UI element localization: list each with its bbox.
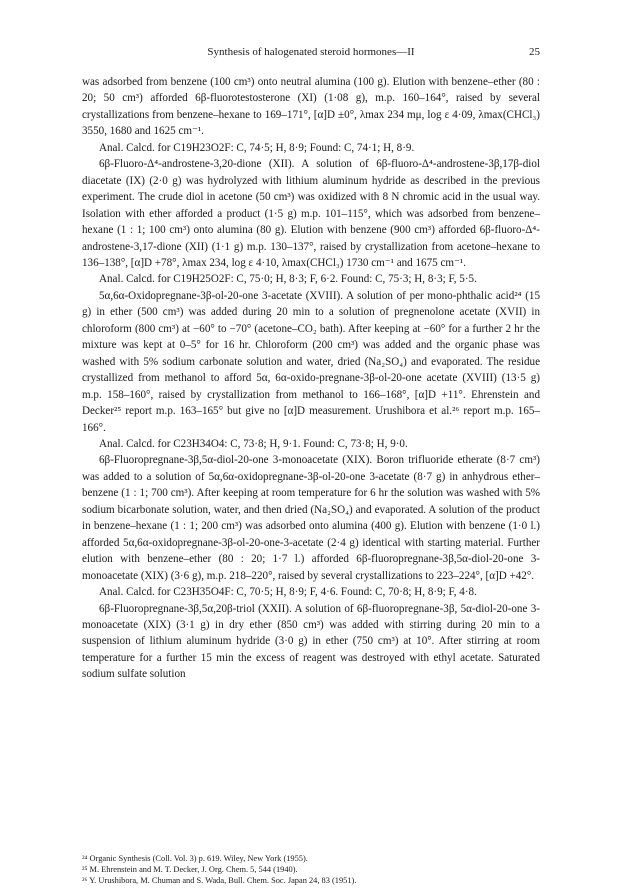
- footnote: ²⁶ Y. Urushibora, M. Chuman and S. Wada, Bull. Chem. Soc. Japan 24, 83 (1951).: [82, 876, 357, 886]
- footnotes: [82, 853, 540, 887]
- analysis-line: Anal. Calcd. for C19H25O2F: C, 75·0; H, 8·3; F, 6·2. Found: C, 75·3; H, 8·3; F, 5·5.: [99, 273, 477, 286]
- paragraph-oxidopregnane: 5α,6α-Oxidopregnane-3β-ol-20-one 3-acetate (XVIII). A solution of per mono-phthalic acid²⁴ (15 g) in ether (500 cm³) was added during 20 min to a solution of pregnenolone acetate (XVII) in chloroform (800 cm³) at −60° to −70° (acetone–CO₂ bath). After keeping at −60° for a further 2 hr the mixture was kept at 0–5° for 16 hr. Chloroform (200 cm³) was added and the organic phase was washed with 5% sodium carbonate solution and water, dried (Na₂SO₄) and evaporated. The residue crystallized from methanol to afford 5α, 6α-oxido-pregnane-3β-ol-20-one acetate (XVIII) (13·5 g) m.p. 158–160°, raised by crystallization from methanol to 166–168°, [α]D +11°. Ehrenstein and Decker²⁵ report m.p. 163–165° but give no [α]D measurement. Urushibora et al.²⁶ report m.p. 165–166°.: [82, 289, 540, 434]
- paragraph-continuation: was adsorbed from benzene (100 cm³) onto neutral alumina (100 g). Elution with benzene–ether (80 : 20; 50 cm³) afforded 6β-fluorotestosterone (XI) (1·08 g), m.p. 160–164°, raised by several crystallizations from benzene–hexane to 169–171°, [α]D ±0°, λmax 234 mμ, log ε 4·09, λmax(CHCl₃) 3550, 1680 and 1625 cm⁻¹.: [82, 76, 540, 138]
- running-header: [82, 44, 540, 60]
- footnote: ²⁴ Organic Synthesis (Coll. Vol. 3) p. 619. Wiley, New York (1955).: [82, 854, 308, 863]
- paragraph-fluoropregnane-monoacetate: 6β-Fluoropregnane-3β,5α-diol-20-one 3-monoacetate (XIX). Boron trifluoride etherate (8·7 cm³) was added to a solution of 5α,6α-oxidopregnane-3β-ol-20-one 3-acetate (8·7 g) in anhydrous ether–benzene (1 : 1; 700 cm³). After keeping at room temperature for 6 hr the solution was washed with 5% sodium bicarbonate solution, water, and then dried (Na₂SO₄) and evaporated. A solution of the product in benzene–hexane (1 : 1; 200 cm³) was adsorbed onto alumina (400 g). Elution with benzene (1·0 l.) afforded 5α,6α-oxidopregnane-3β-ol-20-one-3-acetate (2·4 g) identical with starting material. Further elution with benzene–ether (80 : 20; 1·7 l.) afforded 6β-fluoropregnane-3β,5α-diol-20-one 3-monoacetate (XIX) (3·6 g), m.p. 218–220°, raised by several crystallizations to 223–224°, [α]D +42°.: [82, 454, 540, 582]
- analysis-line: Anal. Calcd. for C23H34O4: C, 73·8; H, 9·1. Found: C, 73·8; H, 9·0.: [99, 437, 408, 450]
- page-number: 25: [529, 46, 540, 58]
- analysis-line: Anal. Calcd. for C19H23O2F: C, 74·5; H, 8·9; Found: C, 74·1; H, 8·9.: [99, 141, 415, 154]
- paragraph-androstenedione: 6β-Fluoro-Δ⁴-androstene-3,20-dione (XII). A solution of 6β-fluoro-Δ⁴-androstene-3β,17β-diol diacetate (IX) (2·0 g) was hydrolyzed with lithium aluminum hydride as described in the previous experiment. The crude diol in acetone (50 cm³) was oxidized with 8 N chromic acid in the usual way. Isolation with ether afforded a product (1·5 g) m.p. 101–115°, which was adsorbed from benzene–hexane (1 : 1; 100 cm³) onto alumina (80 g). Elution with benzene (900 cm³) afforded 6β-fluoro-Δ⁴-androstene-3,17-dione (XII) (1·1 g) m.p. 130–137°, raised by crystallization from acetone–hexane to 136–138°, [α]D +78°, λmax 234, log ε 4·10, λmax(CHCl₃) 1730 cm⁻¹ and 1675 cm⁻¹.: [82, 158, 540, 269]
- analysis-line: Anal. Calcd. for C23H35O4F: C, 70·5; H, 8·9; F, 4·6. Found: C, 70·8; H, 8·9; F, 4·8.: [99, 586, 477, 599]
- running-title: Synthesis of halogenated steroid hormones—II: [207, 46, 415, 58]
- footnote: ²⁵ M. Ehrenstein and M. T. Decker, J. Org. Chem. 5, 544 (1940).: [82, 865, 298, 875]
- paragraph-fluoropregnane-triol: 6β-Fluoropregnane-3β,5α,20β-triol (XXII). A solution of 6β-fluoropregnane-3β, 5α-diol-20-one 3-monoacetate (XIX) (3·1 g) in dry ether (850 cm³) was added with stirring during 20 min to a suspension of lithium aluminum hydride (3·0 g) in ether (750 cm³) at 10°. After stirring at room temperature for a further 15 min the excess of reagent was destroyed with ethyl acetate. Saturated sodium sulfate solution: [82, 602, 540, 681]
- article-body: [82, 74, 540, 683]
